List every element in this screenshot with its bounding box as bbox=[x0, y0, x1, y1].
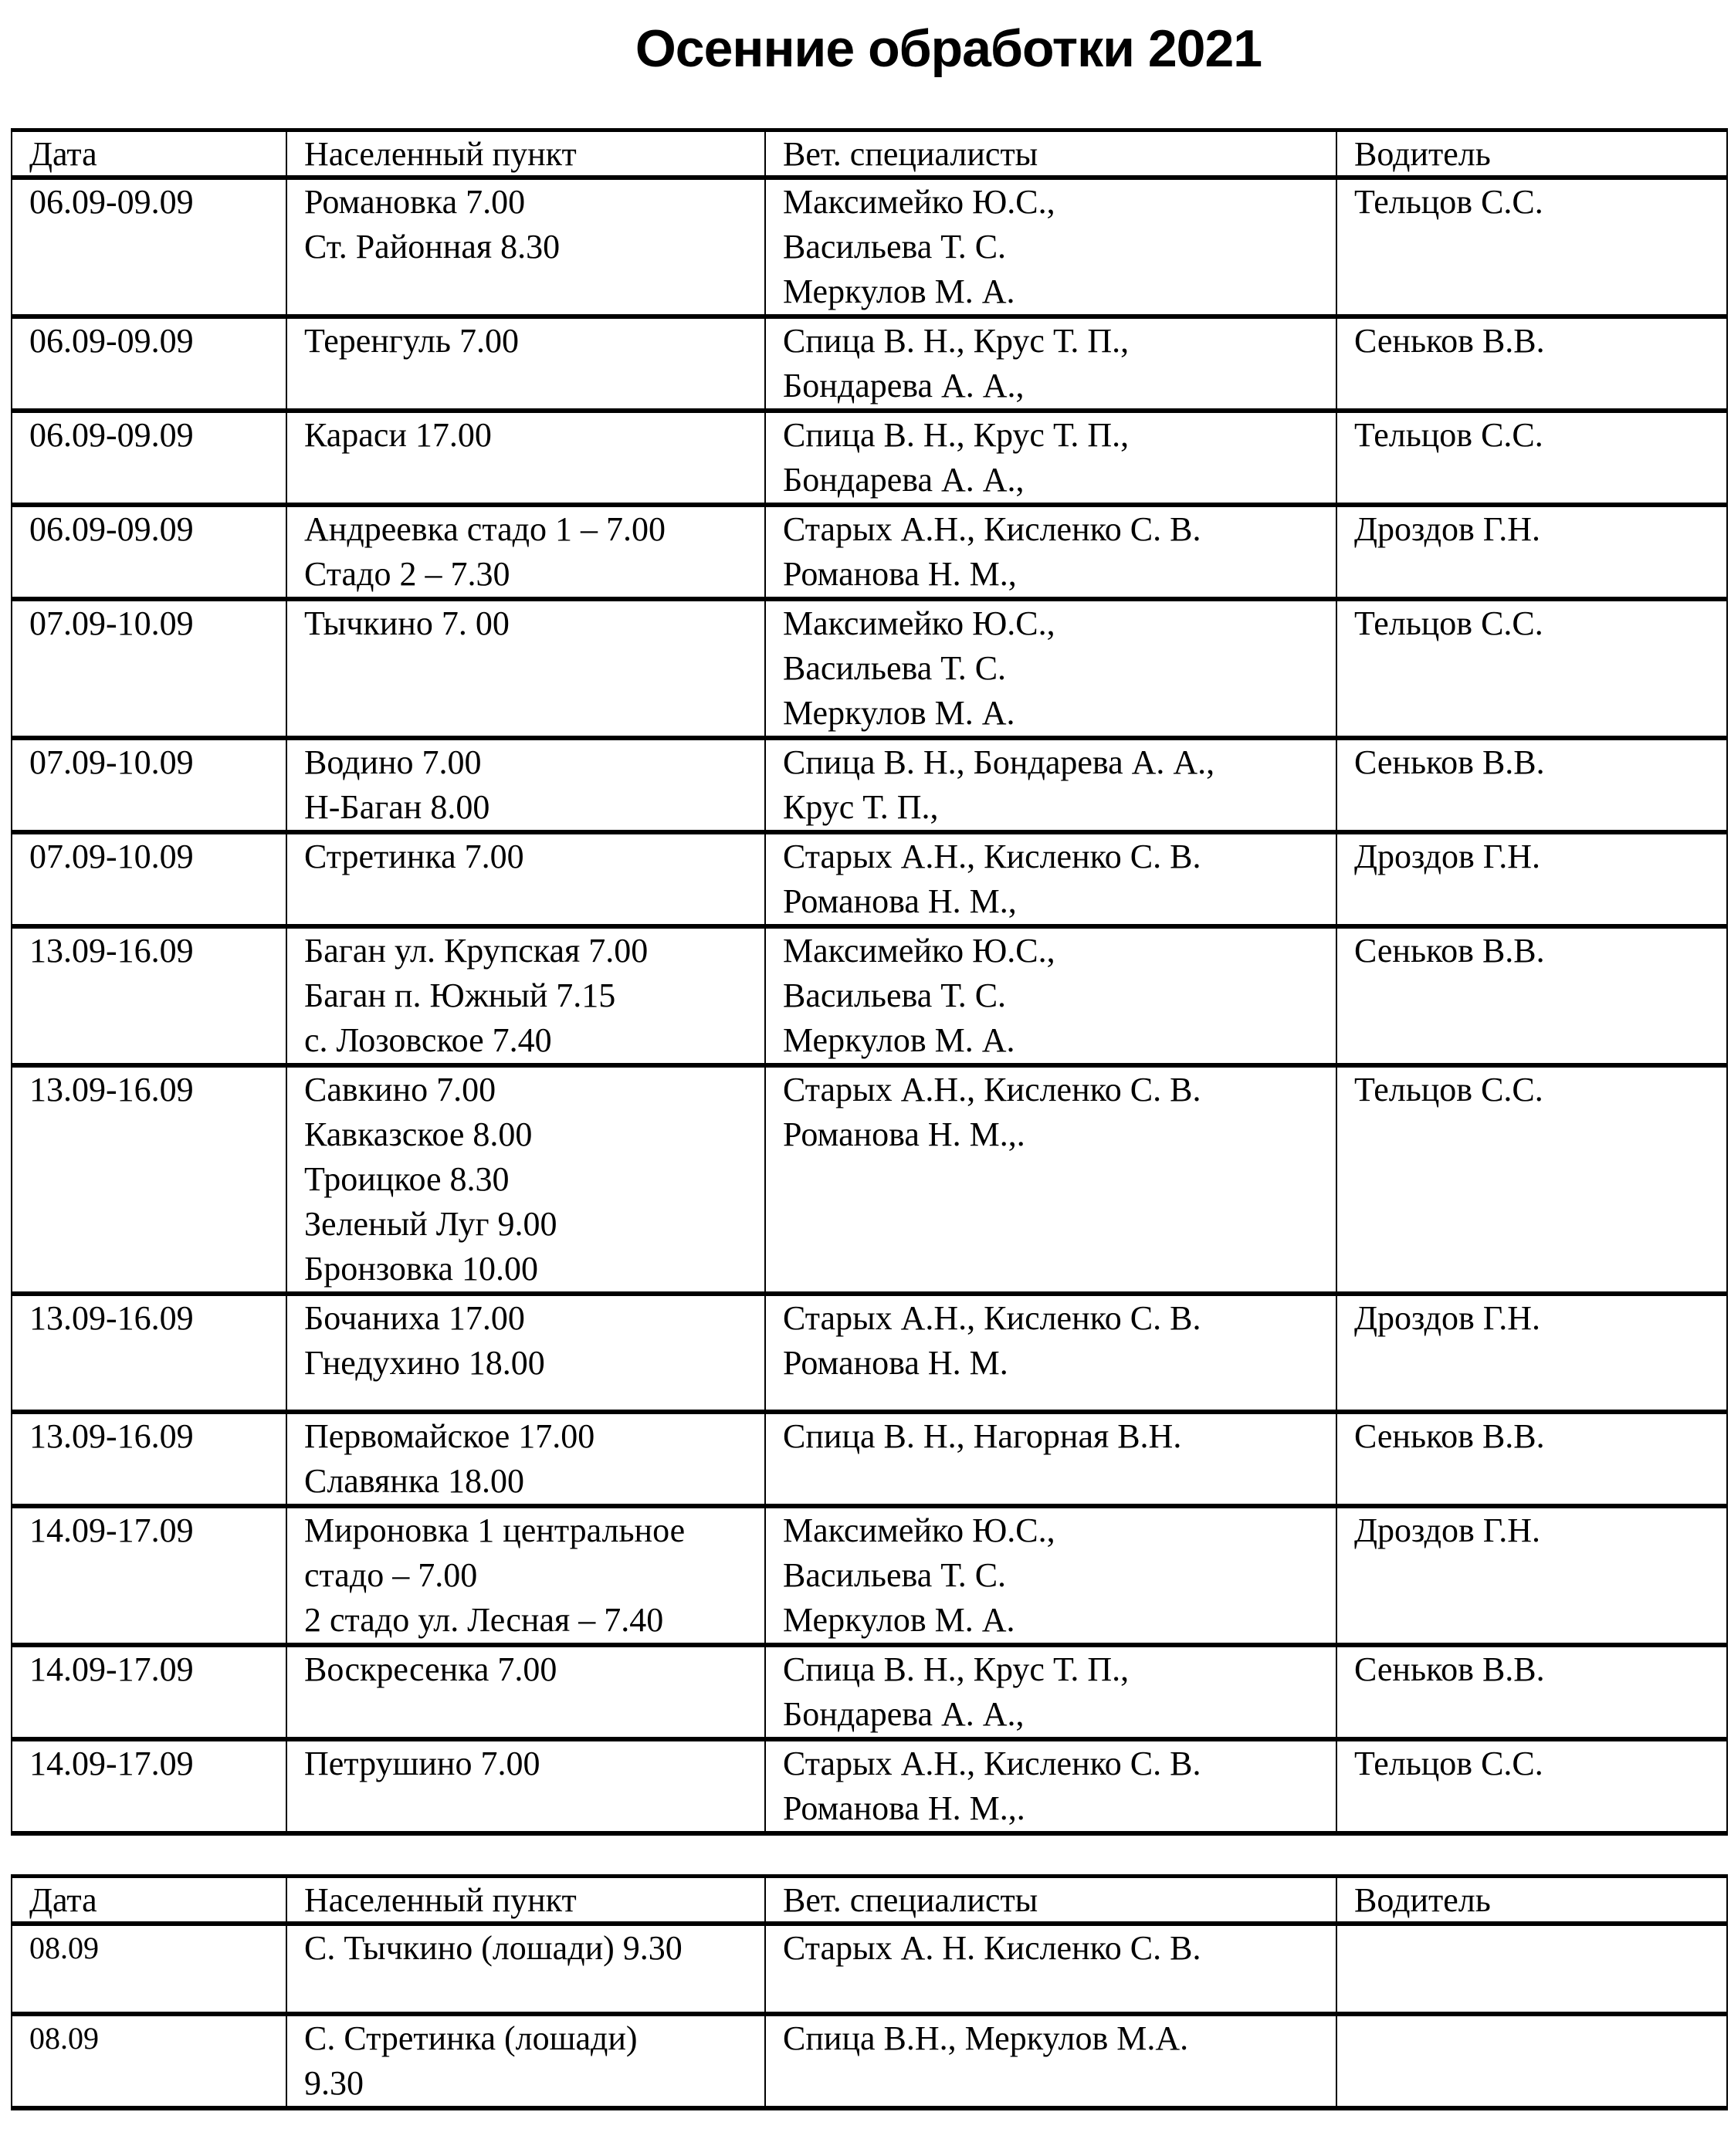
vet-specialists-cell bbox=[765, 178, 1336, 316]
vet-specialists-cell bbox=[765, 505, 1336, 599]
settlement-cell bbox=[286, 599, 765, 738]
driver-cell: Дроздов Г.Н. bbox=[1336, 1294, 1727, 1412]
settlement-line: Гнедухино 18.00 bbox=[304, 1344, 545, 1382]
driver-cell: Сеньков В.В. bbox=[1336, 738, 1727, 832]
vet-specialists-cell bbox=[765, 1506, 1336, 1645]
table-row bbox=[12, 1739, 1727, 1833]
settlement-cell bbox=[286, 738, 765, 832]
date-cell: 06.09-09.09 bbox=[12, 178, 286, 316]
vet-specialists-cell bbox=[765, 2014, 1336, 2108]
date-cell: 13.09-16.09 bbox=[12, 926, 286, 1065]
driver-cell: Тельцов С.С. bbox=[1336, 599, 1727, 738]
settlement-line: Бронзовка 10.00 bbox=[304, 1250, 538, 1288]
vet-specialists-cell bbox=[765, 832, 1336, 926]
vet-specialist-line: Романова Н. М.,. bbox=[783, 1115, 1025, 1153]
date-cell: 08.09 bbox=[12, 2014, 286, 2108]
date-cell: 14.09-17.09 bbox=[12, 1645, 286, 1739]
vet-specialists-cell bbox=[765, 411, 1336, 505]
vet-specialist-line: Спица В.Н., Меркулов М.А. bbox=[783, 2019, 1189, 2057]
column-header-date: Дата bbox=[12, 1877, 286, 1924]
vet-specialist-line: Спица В. Н., Крус Т. П., bbox=[783, 1650, 1130, 1688]
vet-specialist-line: Меркулов М. А. bbox=[783, 1021, 1015, 1059]
settlement-cell bbox=[286, 1065, 765, 1294]
table-header-row bbox=[12, 1877, 1727, 1924]
settlement-line: с. Лозовское 7.40 bbox=[304, 1021, 552, 1059]
vet-specialist-line: Меркулов М. А. bbox=[783, 1601, 1015, 1639]
date-cell: 07.09-10.09 bbox=[12, 832, 286, 926]
settlement-line: Теренгуль 7.00 bbox=[304, 322, 519, 360]
settlement-cell bbox=[286, 926, 765, 1065]
column-header-vets: Вет. специалисты bbox=[765, 130, 1336, 178]
settlement-line: Зеленый Луг 9.00 bbox=[304, 1205, 557, 1243]
settlement-line: Караси 17.00 bbox=[304, 416, 492, 454]
table-header-row bbox=[12, 130, 1727, 178]
vet-specialist-line: Спица В. Н., Нагорная В.Н. bbox=[783, 1417, 1182, 1455]
table-row bbox=[12, 1412, 1727, 1506]
schedule-table-horses-body bbox=[12, 1877, 1727, 2109]
vet-specialist-line: Спица В. Н., Бондарева А. А., bbox=[783, 743, 1215, 781]
vet-specialists-cell bbox=[765, 1065, 1336, 1294]
vet-specialists-cell bbox=[765, 599, 1336, 738]
settlement-cell bbox=[286, 1506, 765, 1645]
schedule-table-main-body bbox=[12, 130, 1727, 1834]
date-cell: 07.09-10.09 bbox=[12, 599, 286, 738]
settlement-line: Кавказское 8.00 bbox=[304, 1115, 533, 1153]
driver-cell: Сеньков В.В. bbox=[1336, 1412, 1727, 1506]
settlement-cell bbox=[286, 1924, 765, 2014]
vet-specialist-line: Меркулов М. А. bbox=[783, 272, 1015, 310]
settlement-cell bbox=[286, 2014, 765, 2108]
settlement-line: С. Стретинка (лошади) bbox=[304, 2019, 638, 2057]
vet-specialists-cell bbox=[765, 1412, 1336, 1506]
settlement-line: Баган ул. Крупская 7.00 bbox=[304, 932, 649, 970]
schedule-table-horses bbox=[11, 1874, 1728, 2110]
driver-cell bbox=[1336, 1924, 1727, 2014]
table-row bbox=[12, 1294, 1727, 1412]
settlement-line: Мироновка 1 центральное bbox=[304, 1511, 686, 1549]
column-header-place: Населенный пункт bbox=[286, 1877, 765, 1924]
settlement-line: Савкино 7.00 bbox=[304, 1071, 496, 1108]
vet-specialists-cell bbox=[765, 738, 1336, 832]
driver-cell: Сеньков В.В. bbox=[1336, 316, 1727, 411]
driver-cell: Дроздов Г.Н. bbox=[1336, 505, 1727, 599]
table-row bbox=[12, 738, 1727, 832]
date-cell: 13.09-16.09 bbox=[12, 1065, 286, 1294]
settlement-line: Стретинка 7.00 bbox=[304, 838, 524, 875]
vet-specialist-line: Романова Н. М. bbox=[783, 1344, 1008, 1382]
vet-specialist-line: Максимейко Ю.С., bbox=[783, 183, 1055, 221]
vet-specialist-line: Максимейко Ю.С., bbox=[783, 604, 1055, 642]
settlement-cell bbox=[286, 1294, 765, 1412]
vet-specialists-cell bbox=[765, 1645, 1336, 1739]
table-row bbox=[12, 1645, 1727, 1739]
column-header-driver: Водитель bbox=[1336, 130, 1727, 178]
driver-cell bbox=[1336, 2014, 1727, 2108]
vet-specialist-line: Крус Т. П., bbox=[783, 788, 939, 826]
vet-specialist-line: Старых А.Н., Кисленко С. В. bbox=[783, 510, 1201, 548]
table-row bbox=[12, 316, 1727, 411]
vet-specialist-line: Старых А. Н. Кисленко С. В. bbox=[783, 1929, 1201, 1967]
settlement-line: Романовка 7.00 bbox=[304, 183, 526, 221]
settlement-line: Бочаниха 17.00 bbox=[304, 1299, 525, 1337]
page-title: Осенние обработки 2021 bbox=[635, 19, 1262, 78]
settlement-cell bbox=[286, 316, 765, 411]
driver-cell: Тельцов С.С. bbox=[1336, 178, 1727, 316]
settlement-line: Стадо 2 – 7.30 bbox=[304, 555, 510, 593]
date-cell: 14.09-17.09 bbox=[12, 1739, 286, 1833]
table-row bbox=[12, 178, 1727, 316]
vet-specialist-line: Васильева Т. С. bbox=[783, 976, 1007, 1014]
column-header-place: Населенный пункт bbox=[286, 130, 765, 178]
settlement-line: Троицкое 8.30 bbox=[304, 1160, 510, 1198]
date-cell: 06.09-09.09 bbox=[12, 505, 286, 599]
vet-specialist-line: Спица В. Н., Крус Т. П., bbox=[783, 416, 1130, 454]
vet-specialist-line: Романова Н. М., bbox=[783, 882, 1017, 920]
vet-specialist-line: Васильева Т. С. bbox=[783, 1556, 1007, 1594]
settlement-line: Ст. Районная 8.30 bbox=[304, 228, 561, 266]
date-cell: 06.09-09.09 bbox=[12, 316, 286, 411]
date-cell: 07.09-10.09 bbox=[12, 738, 286, 832]
date-cell: 14.09-17.09 bbox=[12, 1506, 286, 1645]
driver-cell: Тельцов С.С. bbox=[1336, 1065, 1727, 1294]
settlement-cell bbox=[286, 178, 765, 316]
settlement-cell bbox=[286, 1412, 765, 1506]
vet-specialist-line: Старых А.Н., Кисленко С. В. bbox=[783, 1071, 1201, 1108]
settlement-cell bbox=[286, 1739, 765, 1833]
date-cell: 13.09-16.09 bbox=[12, 1412, 286, 1506]
table-row bbox=[12, 2014, 1727, 2108]
vet-specialist-line: Бондарева А. А., bbox=[783, 461, 1025, 499]
settlement-line: Баган п. Южный 7.15 bbox=[304, 976, 616, 1014]
vet-specialist-line: Спица В. Н., Крус Т. П., bbox=[783, 322, 1130, 360]
settlement-line: Тычкино 7. 00 bbox=[304, 604, 510, 642]
driver-cell: Тельцов С.С. bbox=[1336, 1739, 1727, 1833]
driver-cell: Сеньков В.В. bbox=[1336, 926, 1727, 1065]
settlement-cell bbox=[286, 832, 765, 926]
vet-specialists-cell bbox=[765, 1739, 1336, 1833]
column-header-date: Дата bbox=[12, 130, 286, 178]
driver-cell: Дроздов Г.Н. bbox=[1336, 1506, 1727, 1645]
vet-specialist-line: Романова Н. М.,. bbox=[783, 1789, 1025, 1827]
vet-specialist-line: Максимейко Ю.С., bbox=[783, 932, 1055, 970]
table-row bbox=[12, 926, 1727, 1065]
date-cell: 13.09-16.09 bbox=[12, 1294, 286, 1412]
settlement-cell bbox=[286, 1645, 765, 1739]
settlement-line: Славянка 18.00 bbox=[304, 1462, 525, 1500]
settlement-line: 2 стадо ул. Лесная – 7.40 bbox=[304, 1601, 664, 1639]
settlement-line: Водино 7.00 bbox=[304, 743, 482, 781]
table-row bbox=[12, 1506, 1727, 1645]
schedule-table-main bbox=[11, 128, 1728, 1836]
driver-cell: Сеньков В.В. bbox=[1336, 1645, 1727, 1739]
vet-specialist-line: Меркулов М. А. bbox=[783, 694, 1015, 732]
vet-specialist-line: Бондарева А. А., bbox=[783, 367, 1025, 404]
table-row bbox=[12, 1924, 1727, 2014]
vet-specialist-line: Максимейко Ю.С., bbox=[783, 1511, 1055, 1549]
table-row bbox=[12, 1065, 1727, 1294]
vet-specialists-cell bbox=[765, 1294, 1336, 1412]
vet-specialist-line: Старых А.Н., Кисленко С. В. bbox=[783, 1299, 1201, 1337]
table-row bbox=[12, 832, 1727, 926]
vet-specialist-line: Старых А.Н., Кисленко С. В. bbox=[783, 1745, 1201, 1782]
settlement-line: С. Тычкино (лошади) 9.30 bbox=[304, 1929, 683, 1967]
settlement-line: Н-Баган 8.00 bbox=[304, 788, 490, 826]
date-cell: 06.09-09.09 bbox=[12, 411, 286, 505]
column-header-driver: Водитель bbox=[1336, 1877, 1727, 1924]
date-cell: 08.09 bbox=[12, 1924, 286, 2014]
driver-cell: Дроздов Г.Н. bbox=[1336, 832, 1727, 926]
vet-specialist-line: Васильева Т. С. bbox=[783, 228, 1007, 266]
driver-cell: Тельцов С.С. bbox=[1336, 411, 1727, 505]
settlement-line: стадо – 7.00 bbox=[304, 1556, 478, 1594]
vet-specialists-cell bbox=[765, 1924, 1336, 2014]
table-row bbox=[12, 599, 1727, 738]
settlement-line: Андреевка стадо 1 – 7.00 bbox=[304, 510, 666, 548]
vet-specialist-line: Старых А.Н., Кисленко С. В. bbox=[783, 838, 1201, 875]
settlement-cell bbox=[286, 505, 765, 599]
settlement-line: 9.30 bbox=[304, 2064, 364, 2102]
column-header-vets: Вет. специалисты bbox=[765, 1877, 1336, 1924]
table-row bbox=[12, 505, 1727, 599]
vet-specialist-line: Васильева Т. С. bbox=[783, 649, 1007, 687]
settlement-line: Петрушино 7.00 bbox=[304, 1745, 540, 1782]
table-row bbox=[12, 411, 1727, 505]
vet-specialist-line: Романова Н. М., bbox=[783, 555, 1017, 593]
settlement-line: Воскресенка 7.00 bbox=[304, 1650, 557, 1688]
settlement-line: Первомайское 17.00 bbox=[304, 1417, 595, 1455]
vet-specialist-line: Бондарева А. А., bbox=[783, 1695, 1025, 1733]
vet-specialists-cell bbox=[765, 316, 1336, 411]
vet-specialists-cell bbox=[765, 926, 1336, 1065]
settlement-cell bbox=[286, 411, 765, 505]
